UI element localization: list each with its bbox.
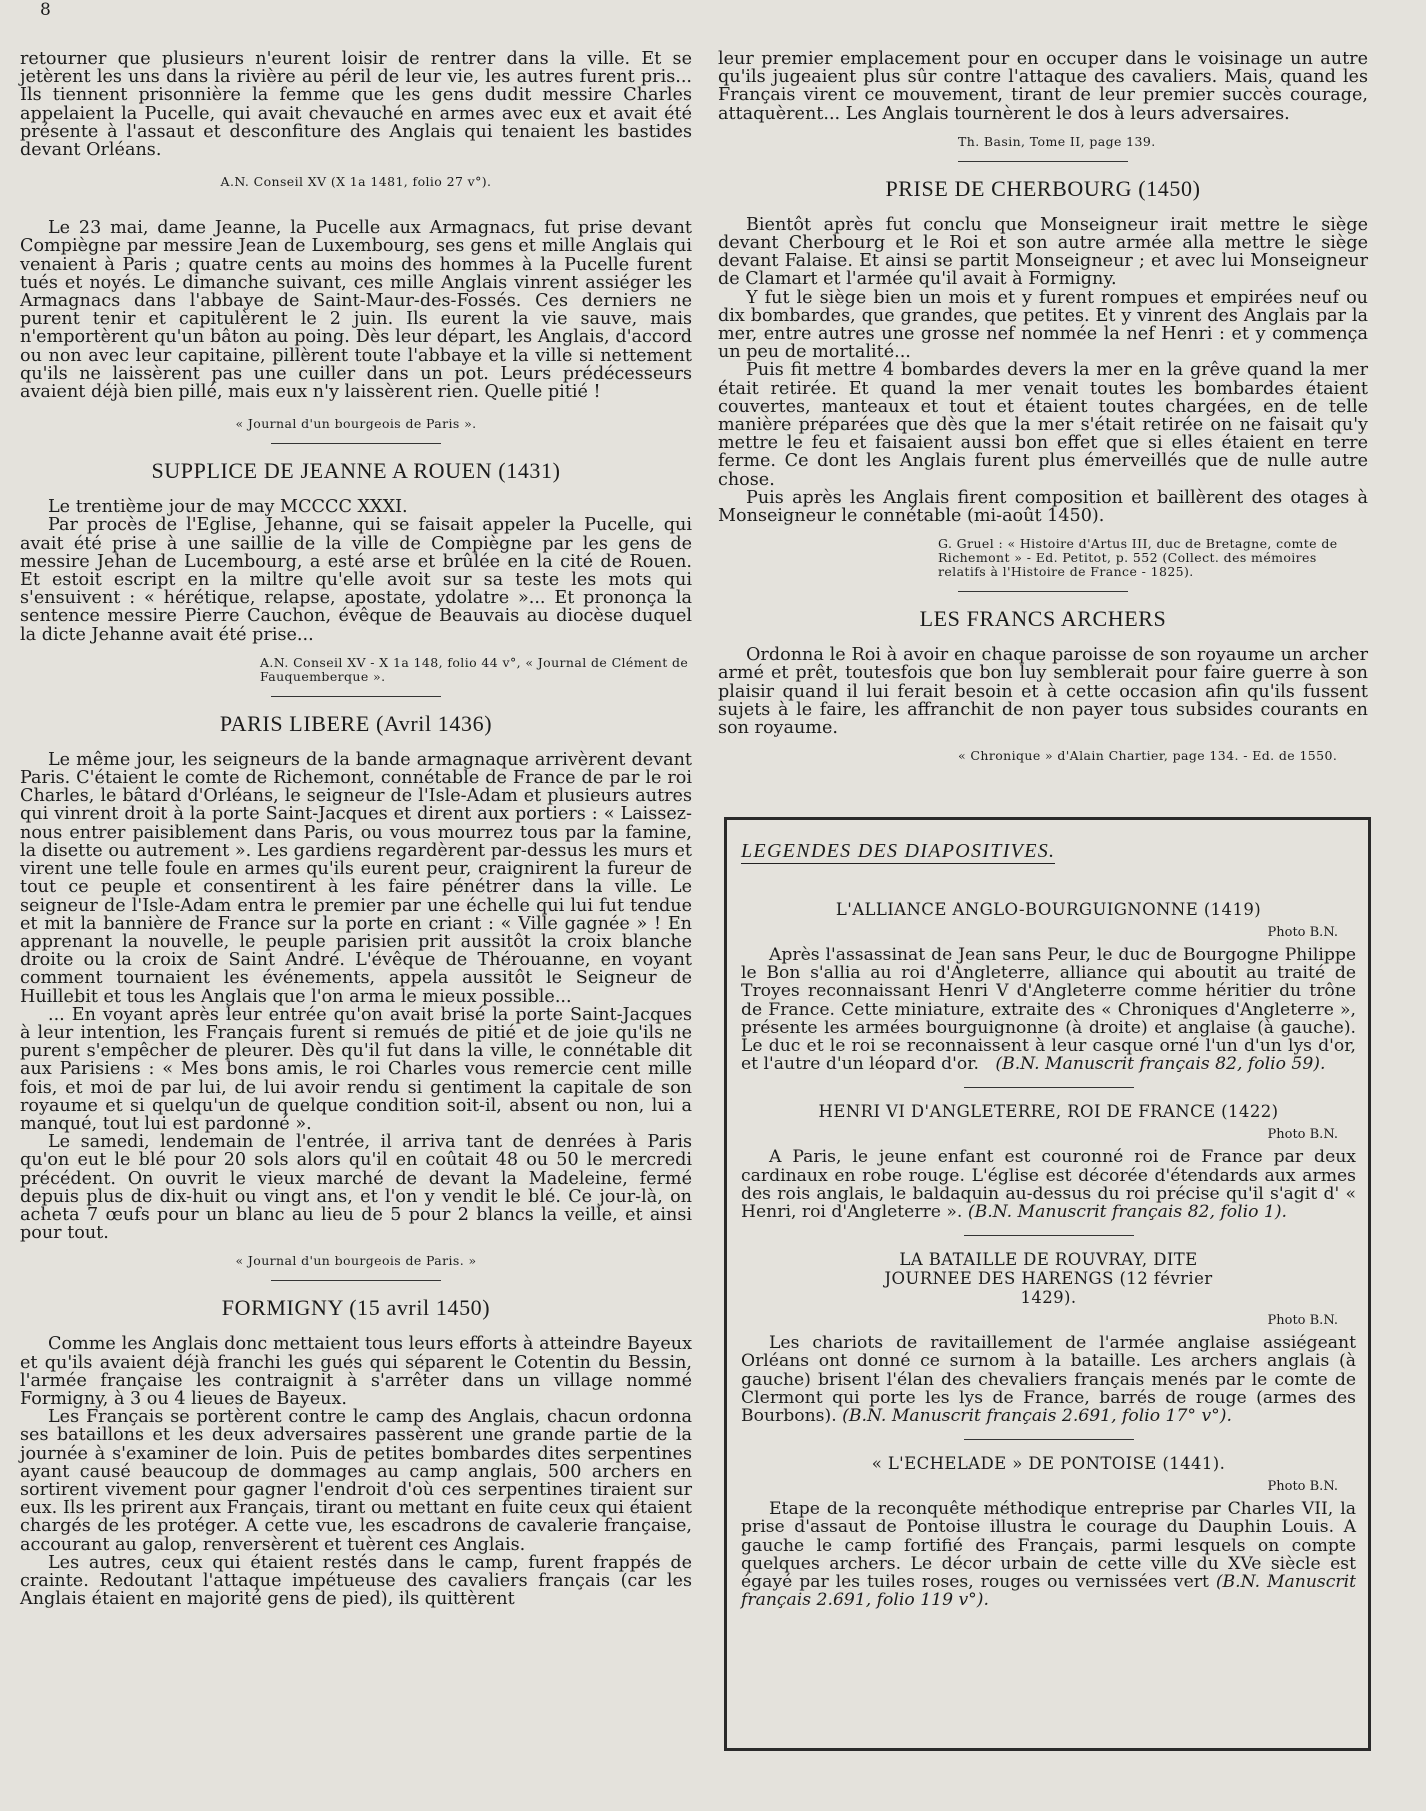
paragraph: retourner que plusieurs n'eurent loisir de rentrer dans la ville. Et se jetèrent les uns dans la rivière au péril de leur vie, les autres furent pris... Ils tiennent prisonnière la femme que les gens dudit messire Charles appelaient la Pucelle, qui avait chevauché en armes avec eux et avait été présente à l'assaut et desconfiture des Anglais qui tenaient les bastides devant Orléans.	[20, 49, 692, 161]
section-heading-cherbourg: PRISE DE CHERBOURG (1450)	[885, 175, 1201, 201]
legend-heading: « L'ECHELADE » DE PONTOISE (1441).	[871, 1454, 1226, 1474]
source-citation: Th. Basin, Tome II, page 139.	[958, 133, 1156, 149]
manuscript-reference: (B.N. Manuscrit français 82, folio 59).	[995, 1054, 1326, 1075]
paragraph: Bientôt après fut conclu que Monseigneur irait mettre le siège devant Cherbourg et le Roi et son autre armée alla mettre le siège devant Falaise. Et ainsi se partit Monseigneur ; et avec lui Monseigneur de Clamart et l'armée qu'il avait à Formigny.	[718, 214, 1368, 290]
page-number: 8	[40, 0, 51, 20]
paragraph: Par procès de l'Eglise, Jehanne, qui se faisait appeler la Pucelle, qui avait été prise à une saillie de la ville de Compiègne par les gens de messire Jehan de Lucembourg, a esté arse et brûlée en la cité de Rouen. Et estoit escript en la miltre qu'elle avoit sur sa teste les mots qui s'ensuivent : « hérétique, relapse, apostate, ydolatre »... Et prononça la sentence messire Pierre Cauchon, évêque de Beauvais au diocèse duquel la dicte Jehanne avait été prise...	[20, 515, 692, 645]
section-heading-rouen: SUPPLICE DE JEANNE A ROUEN (1431)	[151, 458, 561, 484]
paragraph: Le trentième jour de may MCCCC XXXI.	[48, 497, 408, 518]
section-divider	[964, 1439, 1134, 1440]
section-heading-paris: PARIS LIBERE (Avril 1436)	[219, 710, 493, 736]
section-divider	[271, 1280, 441, 1281]
paragraph: Y fut le siège bien un mois et y furent rompues et empirées neuf ou dix bombardes, que grandes, que petites. Et y vinrent des Anglais par la mer, entre autres une grosse nef nommée la nef Henri : et y commença un peu de mortalité...	[718, 287, 1368, 363]
paragraph: Ordonna le Roi à avoir en chaque paroisse de son royaume un archer armé et prêt, toutesfois que bon luy semblerait pour faire guerre à son plaisir quand il lui ferait besoin et à cette occasion afin qu'ils fussent sujets à le faire, les affranchit de non payer tous subsides courants en son royaume.	[718, 645, 1368, 739]
paragraph: Comme les Anglais donc mettaient tous leurs efforts à atteindre Bayeux et qu'ils avaient déjà franchi les gués qui séparent le Cotentin du Bessin, l'armée française les contraignit à s'arrêter dans un village nommé Formigny, à 3 ou 4 lieues de Bayeux.	[20, 1334, 692, 1409]
section-divider	[271, 696, 441, 697]
photo-credit: Photo B.N.	[1267, 1127, 1338, 1143]
section-divider	[964, 1235, 1134, 1236]
source-citation: « Chronique » d'Alain Chartier, page 134. - Ed. de 1550.	[958, 748, 1338, 764]
manuscript-reference: (B.N. Manuscrit français 2.691, folio 17° v°).	[842, 1406, 1232, 1427]
paragraph: Puis après les Anglais firent composition et baillèrent des otages à Monseigneur le connétable (mi-août 1450).	[718, 487, 1368, 527]
paragraph: Le 23 mai, dame Jeanne, la Pucelle aux Armagnacs, fut prise devant Compiègne par messire Jean de Luxembourg, ses gens et mille Anglais qui venaient à Paris ; quatre cents au moins des hommes à la Pucelle furent tués et noyés. Le dimanche suivant, ces mille Anglais vinrent assiéger les Armagnacs dans l'abbaye de Saint-Maur-des-Fossés. Ces derniers ne purent tenir et capitulèrent le 2 juin. Ils eurent la vie sauve, mais n'emportèrent qu'un bâton au poing. Dès leur départ, les Anglais, d'accord ou non avec leur capitaine, pillèrent toute l'abbaye et la ville si nettement qu'ils ne laissèrent pas une cuiller dans un pot. Leurs prédécesseurs avaient déjà bien pillé, mais eux n'y laissèrent rien. Quelle pitié !	[20, 218, 692, 403]
photo-credit: Photo B.N.	[1267, 1479, 1338, 1495]
paragraph: Puis fit mettre 4 bombardes devers la mer en la grêve quand la mer était retirée. Et quand la mer venait toutes les bombardes étaient couvertes, manteaux et tout et étaient toutes chargées, en de telle manière préparées que dès que la mer s'était retirée on ne faisait qu'y mettre le feu et faisaient aussi bon effet que si elles étaient en terre ferme. Ce dont les Anglais furent plus émerveillés que de nulle autre chose.	[718, 360, 1368, 490]
section-heading-formigny: FORMIGNY (15 avril 1450)	[221, 1295, 491, 1321]
legend-heading: L'ALLIANCE ANGLO-BOURGUIGNONNE (1419)	[835, 900, 1262, 919]
left-column	[20, 50, 692, 1608]
section-divider	[958, 591, 1128, 592]
legend-heading: LA BATAILLE DE ROUVRAY, DITE JOURNEE DES HARENGS (12 février 1429).	[884, 1250, 1213, 1308]
section-divider	[964, 1087, 1134, 1088]
source-citation: « Journal d'un bourgeois de Paris. »	[235, 1253, 477, 1269]
legend-text: A Paris, le jeune enfant est couronné roi de France par deux cardinaux en robe rouge. L'église est décorée d'étendards aux armes des rois anglais, le baldaquin au-dessus du roi précise qu'il s'agit d' « Henri, roi d'Angleterre ». (B.N. Manuscrit français 82, folio 1).	[741, 1147, 1356, 1223]
paragraph: ... En voyant après leur entrée qu'on avait brisé la porte Saint-Jacques à leur intention, les Français furent si remués de pitié et de joie qu'ils ne purent s'empêcher de pleurer. Dès qu'il fut dans la ville, le connétable dit aux Parisiens : « Mes bons amis, le roi Charles vous remercie cent mille fois, et moi de par lui, de lui avoir rendu si gentiment la capitale de son royaume et si quelqu'un de quelque condition soit-il, absent ou non, lui a manqué, tout lui est pardonné ».	[20, 1004, 692, 1134]
paragraph: Le même jour, les seigneurs de la bande armagnaque arrivèrent devant Paris. C'étaient le comte de Richemont, connétable de France de par le roi Charles, le bâtard d'Orléans, le seigneur de l'Isle-Adam et plusieurs autres qui vinrent droit à la porte Saint-Jacques et dirent aux portiers : « Laissez-nous entrer paisiblement dans Paris, ou vous mourrez tous par la famine, la disette ou autrement ». Les gardiens regardèrent par-dessus les murs et virent une telle foule en armes qu'ils eurent peur, craignirent la fureur de tout ce peuple et consentirent à les faire pénétrer dans la ville. Le seigneur de l'Isle-Adam entra le premier par une échelle qui lui fut tendue et mit la bannière de France sur la porte en criant : « Ville gagnée » ! En apprenant la nouvelle, le peuple parisien prit aussitôt la croix blanche droite ou la croix de Saint André. L'évêque de Thérouanne, en voyant comment tournaient les événements, appela aussitôt le Seigneur de Huillebit et tous les Anglais que l'on arma le mieux possible...	[20, 749, 692, 1007]
paragraph: Le samedi, lendemain de l'entrée, il arriva tant de denrées à Paris qu'on eut le blé pour 20 sols alors qu'il en coûtait 48 ou 50 le mercredi précédent. On ouvrit le vieux marché de devant la Madeleine, fermé depuis plus de dix-huit ou vingt ans, et l'on y vendit le blé. Ce jour-là, on acheta 7 œufs pour un blanc au lieu de 5 pour 2 blancs la veille, et ainsi pour tout.	[20, 1132, 692, 1244]
source-citation: G. Gruel : « Histoire d'Artus III, duc de Bretagne, comte de Richemont » - Ed. Petitot, p. 552 (Collect. des mémoires relatifs à l'Histoire de France - 1825).	[938, 536, 1338, 580]
section-heading-archers: LES FRANCS ARCHERS	[919, 606, 1167, 632]
right-column	[718, 50, 1368, 763]
manuscript-reference: (B.N. Manuscrit français 82, folio 1).	[967, 1202, 1288, 1223]
source-citation: A.N. Conseil XV - X 1a 148, folio 44 v°, « Journal de Clément de Fauquemberque ».	[260, 654, 689, 684]
photo-credit: Photo B.N.	[1267, 925, 1338, 940]
legend-text: Etape de la reconquête méthodique entreprise par Charles VII, la prise d'assaut de Pontoise illustra le courage du Dauphin Louis. A gauche le camp fortifié des Français, parmi lesquels on compte quelques archers. Le décor urbain de cette ville du XVe siècle est égayé par les tuiles roses, rouges ou vernissées vert (B.N. Manuscrit français 2.691, folio 119 v°).	[741, 1499, 1356, 1611]
legend-heading: HENRI VI D'ANGLETERRE, ROI DE FRANCE (1422)	[818, 1102, 1279, 1122]
section-divider	[271, 443, 441, 444]
paragraph: Les autres, ceux qui étaient restés dans le camp, furent frappés de crainte. Redoutant l'attaque impétueuse des cavaliers français (car les Anglais étaient en majorité gens de pied), ils quittèrent	[20, 1552, 692, 1610]
paragraph: Les Français se portèrent contre le camp des Anglais, chacun ordonna ses bataillons et les deux adversaires passèrent une grande partie de la journée à s'examiner de loin. Puis de petites bombardes dites serpentines ayant causé beaucoup de dommages au camp anglais, 500 archers en sortirent vivement pour gagner l'endroit d'où ces serpentines tiraient sur eux. Ils les prirent aux Français, tirant ou mettant en fuite ceux qui étaient chargés de les protéger. A cette vue, les escadrons de cavalerie française, accourant au galop, renversèrent et tuèrent ces Anglais.	[20, 1407, 692, 1555]
photo-credit: Photo B.N.	[1267, 1313, 1338, 1329]
source-citation: « Journal d'un bourgeois de Paris ».	[235, 416, 477, 432]
source-citation: A.N. Conseil XV (X 1a 1481, folio 27 v°).	[220, 174, 492, 190]
section-divider	[958, 161, 1128, 162]
legend-text: Les chariots de ravitaillement de l'armée anglaise assiégeant Orléans ont donné ce surnom à la bataille. Les archers anglais (à gauche) brisent l'élan des chevaliers français menés par le comte de Clermont qui porte les lys de France, barrés de rouge (armes des Bourbons). (B.N. Manuscrit français 2.691, folio 17° v°).	[741, 1333, 1356, 1427]
slide-legends-box	[724, 817, 1371, 1751]
paragraph: leur premier emplacement pour en occuper dans le voisinage un autre qu'ils jugeaient plus sûr contre l'attaque des cavaliers. Mais, quand les Français virent ce mouvement, tirant de leur premier succès courage, attaquèrent... Les Anglais tournèrent le dos à leurs adversaires.	[718, 49, 1368, 124]
legend-text: Après l'assassinat de Jean sans Peur, le duc de Bourgogne Philippe le Bon s'allia au roi d'Angleterre, alliance qui aboutit au traité de Troyes reconnaissant Henri V d'Angleterre comme héritier du trône de France. Cette miniature, extraite des « Chroniques d'Angleterre », présente les armées bourguignonne (à droite) et anglaise (à gauche). Le duc et le roi se reconnaissent à leur casque orné l'un d'un lys d'or, et l'autre d'un léopard d'or. (B.N. Manuscrit français 82, folio 59).	[741, 945, 1356, 1075]
manuscript-reference: (B.N. Manuscrit français 2.691, folio 119 v°).	[741, 1572, 1356, 1611]
box-title: LEGENDES DES DIAPOSITIVES.	[741, 840, 1056, 862]
